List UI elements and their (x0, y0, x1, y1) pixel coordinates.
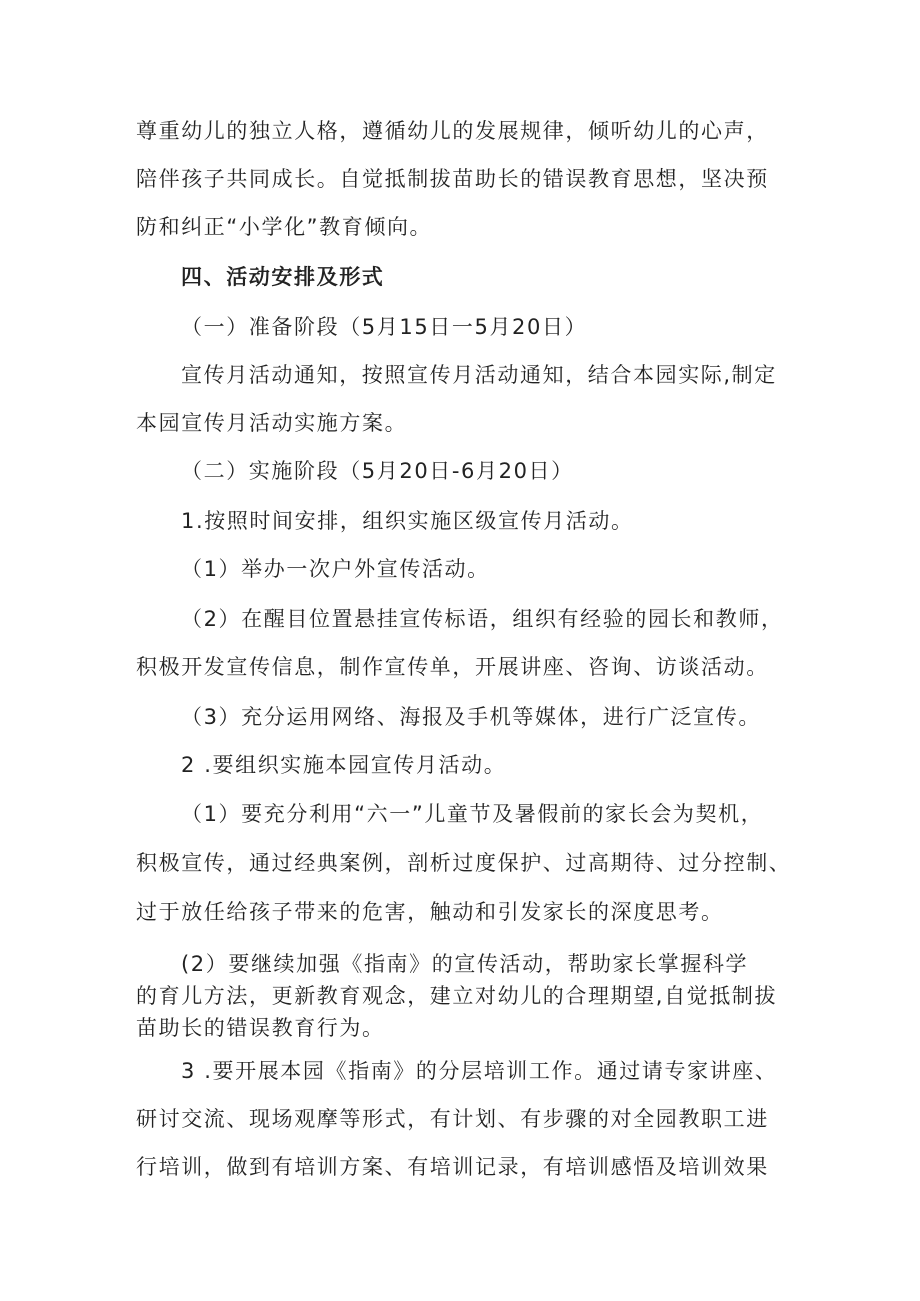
paragraph-line-1: 尊重幼儿的独立人格，遵循幼儿的发展规律，倾听幼儿的心声， (136, 119, 769, 143)
paragraph-line-3: 防和纠正“小学化”教育倾向。 (136, 215, 433, 239)
list-item-1-2: （2）在醒目位置悬挂宣传标语，组织有经验的园长和教师， (181, 607, 784, 631)
subsection-heading-1: （一）准备阶段（5月15日一5月20日） (181, 315, 588, 339)
section-heading-4: 四、活动安排及形式 (181, 265, 385, 289)
paragraph-line-16: 积极宣传，通过经典案例，剖析过度保护、过高期待、过分控制、 (136, 851, 792, 875)
paragraph-line-17: 过于放任给孩子带来的危害，触动和引发家长的深度思考。 (136, 900, 724, 924)
list-item-1-1: （1）举办一次户外宣传活动。 (181, 557, 490, 581)
paragraph-line-19: 的育儿方法，更新教育观念，建立对幼儿的合理期望,自觉抵制拔 (136, 984, 778, 1008)
paragraph-line-2: 陪伴孩子共同成长。自觉抵制拔苗助长的错误教育思想，坚决预 (136, 167, 769, 191)
list-item-2-2: (2）要继续加强《指南》的宣传活动，帮助家长掌握科学 (181, 952, 749, 976)
list-item-2-1: （1）要充分利用“六一”儿童节及暑假前的家长会为契机， (181, 802, 764, 826)
paragraph-line-6: 宣传月活动通知，按照宣传月活动通知，结合本园实际,制定 (181, 363, 777, 387)
list-item-1-3: （3）充分运用网络、海报及手机等媒体，进行广泛宣传。 (181, 705, 761, 729)
list-item-2: 2 .要组织实施本园宣传月活动。 (181, 753, 507, 777)
paragraph-line-20: 苗助长的错误教育行为。 (136, 1016, 385, 1040)
paragraph-line-12: 积极开发宣传信息，制作宣传单，开展讲座、咨询、访谈活动。 (136, 655, 769, 679)
subsection-heading-2: （二）实施阶段（5月20日-6月20日） (181, 459, 574, 483)
list-item-1: 1.按照时间安排，组织实施区级宣传月活动。 (181, 509, 634, 533)
list-item-3: 3 .要开展本园《指南》的分层培训工作。通过请专家讲座、 (181, 1059, 778, 1083)
paragraph-line-7: 本园宣传月活动实施方案。 (136, 411, 408, 435)
paragraph-line-23: 行培训，做到有培训方案、有培训记录，有培训感悟及培训效果 (136, 1155, 769, 1179)
paragraph-line-22: 研讨交流、现场观摩等形式，有计划、有步骤的对全园教职工进 (136, 1107, 769, 1131)
